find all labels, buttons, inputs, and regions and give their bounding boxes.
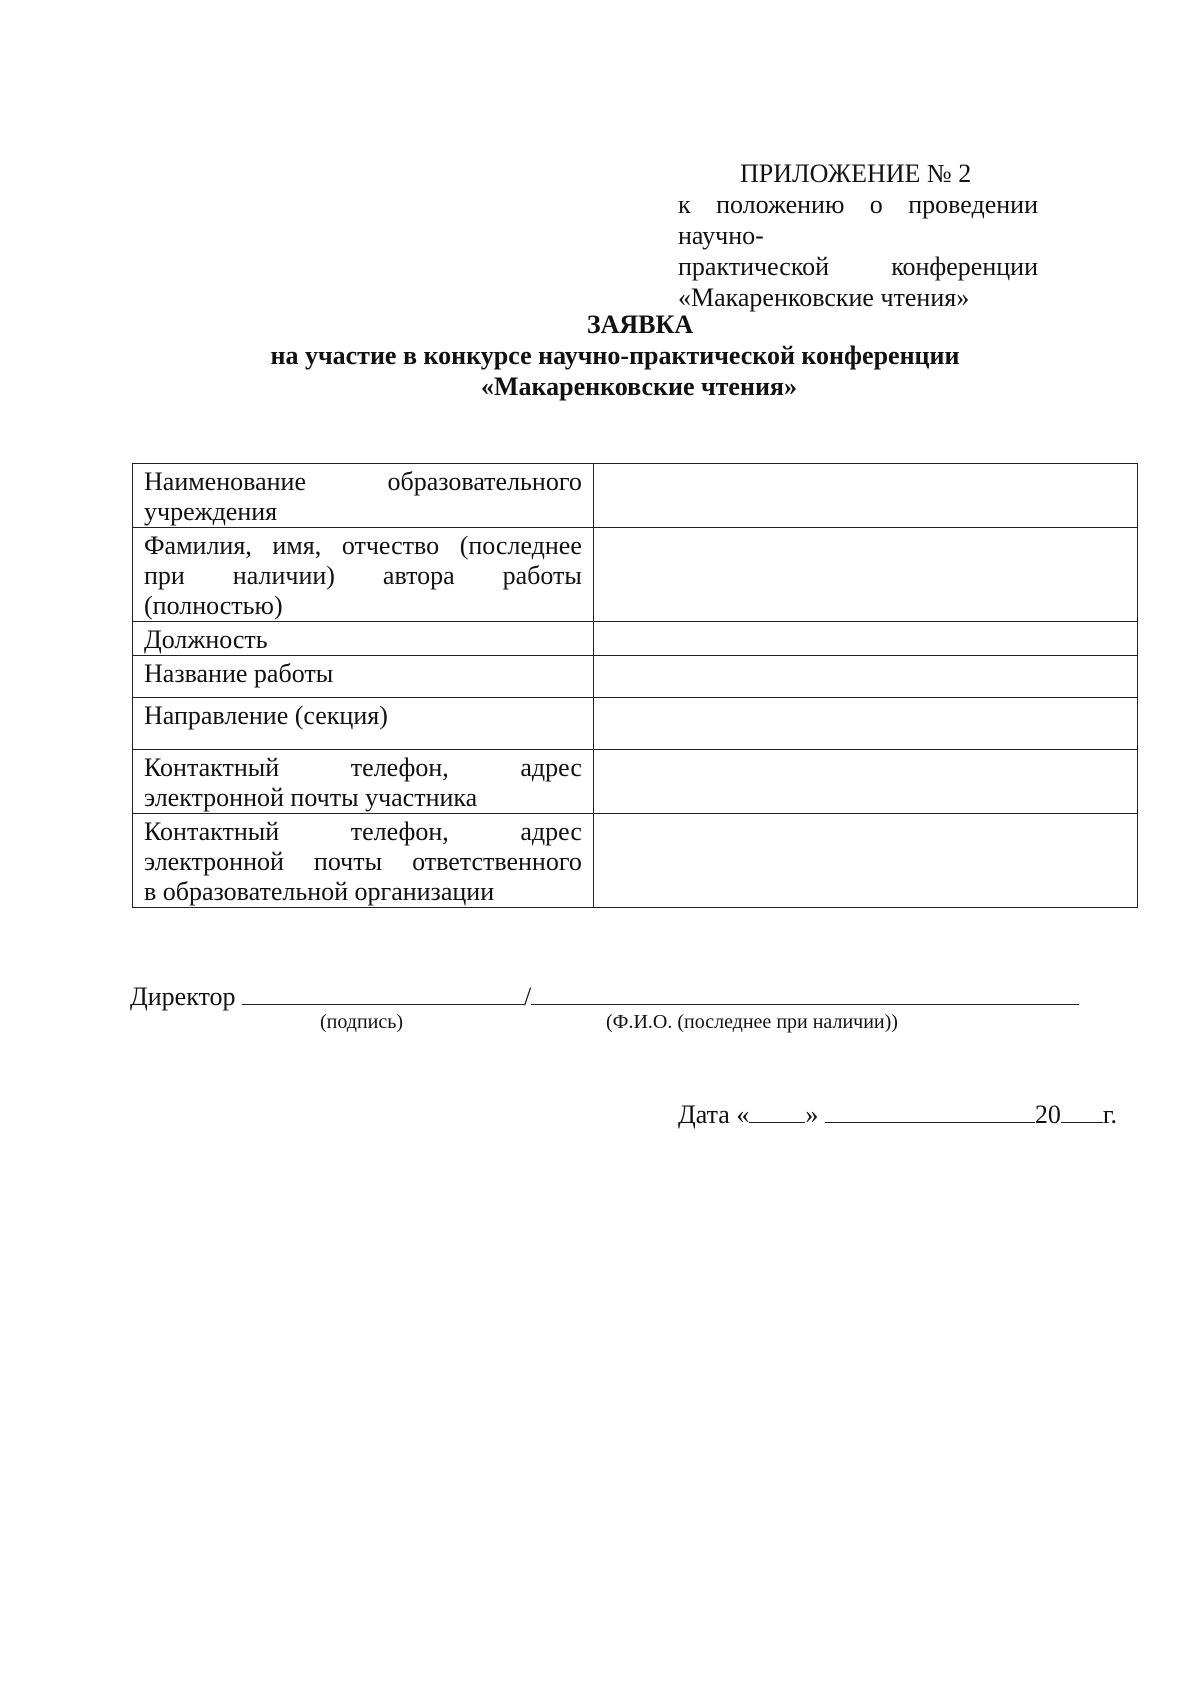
- form-row: [133, 464, 1138, 528]
- form-row: [133, 750, 1138, 814]
- date-year-suffix: г.: [1102, 1100, 1118, 1129]
- director-signature-block: [130, 980, 1130, 1033]
- year-blank[interactable]: [1061, 1100, 1103, 1123]
- form-row-value[interactable]: [593, 528, 1137, 622]
- form-row-label: [133, 814, 594, 908]
- form-row-label-line: Должность: [144, 625, 268, 654]
- appendix-line-3: «Макаренковские чтения»: [678, 283, 970, 312]
- application-title: ЗАЯВКА: [586, 310, 694, 339]
- form-row-label-line: Контактный телефон, адрес: [144, 753, 582, 782]
- form-row-label: [133, 656, 594, 698]
- form-row-label: [133, 528, 594, 622]
- form-row: [133, 656, 1138, 698]
- appendix-line-2: практической конференции: [678, 252, 1038, 281]
- form-row-label: [133, 464, 594, 528]
- form-row-label-line: при наличии) автора работы: [144, 561, 582, 590]
- form-row-label-line: Фамилия, имя, отчество (последнее: [144, 531, 582, 560]
- day-blank[interactable]: [749, 1100, 805, 1123]
- form-row-label: [133, 750, 594, 814]
- application-subtitle: на участие в конкурсе научно-практической конференции: [270, 341, 960, 370]
- appendix-block: [678, 158, 1038, 313]
- signature-separator: /: [524, 982, 532, 1011]
- form-row-label-line: Наименование образовательного: [144, 467, 582, 496]
- appendix-line-1: к положению о проведении научно-: [678, 190, 1038, 250]
- form-row: [133, 814, 1138, 908]
- director-label: Директор: [130, 982, 236, 1011]
- form-row: [133, 622, 1138, 656]
- form-row-value[interactable]: [593, 750, 1137, 814]
- form-row-label-line: Название работы: [144, 659, 334, 688]
- form-row-label-line: электронной почты участника: [144, 783, 478, 812]
- form-row-value[interactable]: [593, 656, 1137, 698]
- form-row: [133, 528, 1138, 622]
- name-caption: (Ф.И.О. (последнее при наличии)): [606, 1011, 898, 1033]
- form-row: [133, 698, 1138, 750]
- date-close-quote: »: [805, 1100, 819, 1129]
- form-row-value[interactable]: [593, 464, 1137, 528]
- name-line[interactable]: [531, 980, 1079, 1005]
- appendix-title: ПРИЛОЖЕНИЕ № 2: [740, 159, 972, 188]
- form-row-label-line: Контактный телефон, адрес: [144, 817, 582, 846]
- date-century: 20: [1034, 1100, 1061, 1129]
- month-blank[interactable]: [825, 1100, 1035, 1123]
- form-row-label-line: электронной почты ответственного: [144, 847, 582, 876]
- event-name: «Макаренковские чтения»: [481, 372, 797, 401]
- form-row-label-line: (полностью): [144, 591, 283, 620]
- date-label: Дата «: [678, 1100, 750, 1129]
- form-row-label: [133, 622, 594, 656]
- form-row-value[interactable]: [593, 698, 1137, 750]
- form-row-label-line: учреждения: [144, 497, 278, 526]
- form-row-value[interactable]: [593, 622, 1137, 656]
- form-row-label-line: в образовательной организации: [144, 877, 495, 906]
- form-row-label-line: Направление (секция): [144, 701, 388, 730]
- form-row-label: [133, 698, 594, 750]
- form-row-value[interactable]: [593, 814, 1137, 908]
- date-line: [678, 1099, 1117, 1130]
- signature-caption: (подпись): [320, 1011, 404, 1033]
- signature-line[interactable]: [242, 980, 524, 1005]
- application-form-table: [132, 463, 1138, 908]
